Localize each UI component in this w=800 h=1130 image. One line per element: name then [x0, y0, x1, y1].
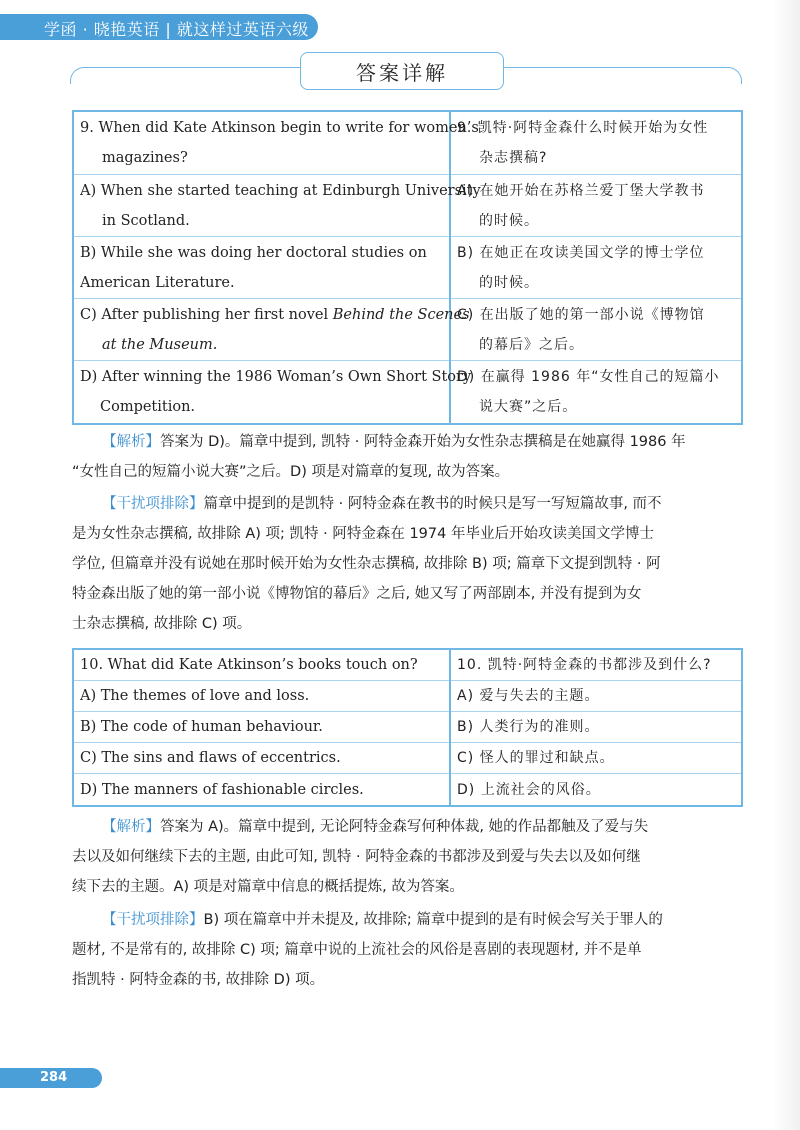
question-9-option-c: C) After publishing her first novel Behind the Scenes at the Museum.	[74, 299, 449, 361]
question-10-option-b-zh: B) 人类行为的准则。	[451, 712, 741, 743]
page-number: 284	[40, 1070, 68, 1085]
question-10-english	[74, 650, 451, 805]
question-10-option-b: B) The code of human behaviour.	[74, 712, 449, 743]
question-9-english	[74, 112, 481, 423]
book-series-title: 学函 · 晓艳英语 | 就这样过英语六级	[44, 20, 309, 39]
question-9-chinese	[451, 112, 741, 423]
question-10-option-a: A) The themes of love and loss.	[74, 681, 449, 712]
question-9-option-c-zh: C) 在出版了她的第一部小说《博物馆 的幕后》之后。	[451, 299, 741, 361]
section-title: 答案详解	[300, 52, 504, 90]
question-10-distractor-analysis: 【干扰项排除】B) 项在篇章中并未提及, 故排除; 篇章中提到的是有时候会写关于罪人的 题材, 不是常有的, 故排除 C) 项; 篇章中说的上流社会的风俗是喜剧的表现题材, 并不是单 指凯特 · 阿特金森的书, 故排除 D) 项。	[72, 912, 663, 988]
distractor-tag: 【干扰项排除】	[102, 496, 204, 512]
question-10-stem-zh: 10. 凯特·阿特金森的书都涉及到什么?	[451, 650, 741, 681]
question-10-option-d: D) The manners of fashionable circles.	[80, 781, 364, 798]
question-9-option-a: A) When she started teaching at Edinburgh University in Scotland.	[74, 175, 449, 237]
question-9-table	[72, 110, 743, 425]
question-10-option-d-zh: D) 上流社会的风俗。	[457, 781, 601, 798]
question-9-distractor-analysis: 【干扰项排除】篇章中提到的是凯特 · 阿特金森在教书的时候只是写一写短篇故事, 而不 是为女性杂志撰稿, 故排除 A) 项; 凯特 · 阿特金森在 1974 年毕业后开始攻读美国文学博士 学位, 但篇章并没有说她在那时候开始为女性杂志撰稿, 故排除 B) 项; 篇章下文提到凯特 · 阿 特金森出版了她的第一部小说《博物馆的幕后》之后, 她又写了两部剧本, 并没有提到为女 士杂志撰稿, 故排除 C) 项。	[72, 496, 662, 632]
question-9-stem: 9. When did Kate Atkinson begin to write for women’s magazines?	[74, 112, 449, 175]
question-9-option-d: D) After winning the 1986 Woman’s Own Short Story Competition.	[80, 369, 472, 415]
question-9-stem-zh: 9. 凯特·阿特金森什么时候开始为女性 杂志撰稿?	[451, 112, 741, 175]
question-9-option-d-zh: D) 在赢得 1986 年“女性自己的短篇小 说大赛”之后。	[457, 369, 720, 415]
question-10-analysis: 【解析】答案为 A)。篇章中提到, 无论阿特金森写何种体裁, 她的作品都触及了爱与失 去以及如何继续下去的主题, 由此可知, 凯特 · 阿特金森的书都涉及到爱与失去以及如何继 续下去的主题。A) 项是对篇章中信息的概括提炼, 故为答案。	[72, 819, 649, 895]
question-10-option-c-zh: C) 怪人的罪过和缺点。	[451, 743, 741, 774]
question-10-stem: 10. What did Kate Atkinson’s books touch on?	[74, 650, 449, 681]
question-10-chinese	[451, 650, 741, 805]
analysis-tag: 【解析】	[102, 819, 160, 835]
distractor-tag: 【干扰项排除】	[102, 912, 204, 928]
question-9-option-a-zh: A) 在她开始在苏格兰爱丁堡大学教书 的时候。	[451, 175, 741, 237]
page-spine-shadow	[772, 0, 800, 1130]
analysis-tag: 【解析】	[102, 434, 160, 450]
question-9-option-b-zh: B) 在她正在攻读美国文学的博士学位 的时候。	[451, 237, 741, 299]
question-10-table	[72, 648, 743, 807]
question-10-option-a-zh: A) 爱与失去的主题。	[451, 681, 741, 712]
question-10-option-c: C) The sins and flaws of eccentrics.	[74, 743, 449, 774]
question-9-option-b: B) While she was doing her doctoral studies on American Literature.	[74, 237, 449, 299]
question-9-analysis: 【解析】答案为 D)。篇章中提到, 凯特 · 阿特金森开始为女性杂志撰稿是在她赢得 1986 年 “女性自己的短篇小说大赛”之后。D) 项是对篇章的复现, 故为答案。	[72, 434, 686, 480]
